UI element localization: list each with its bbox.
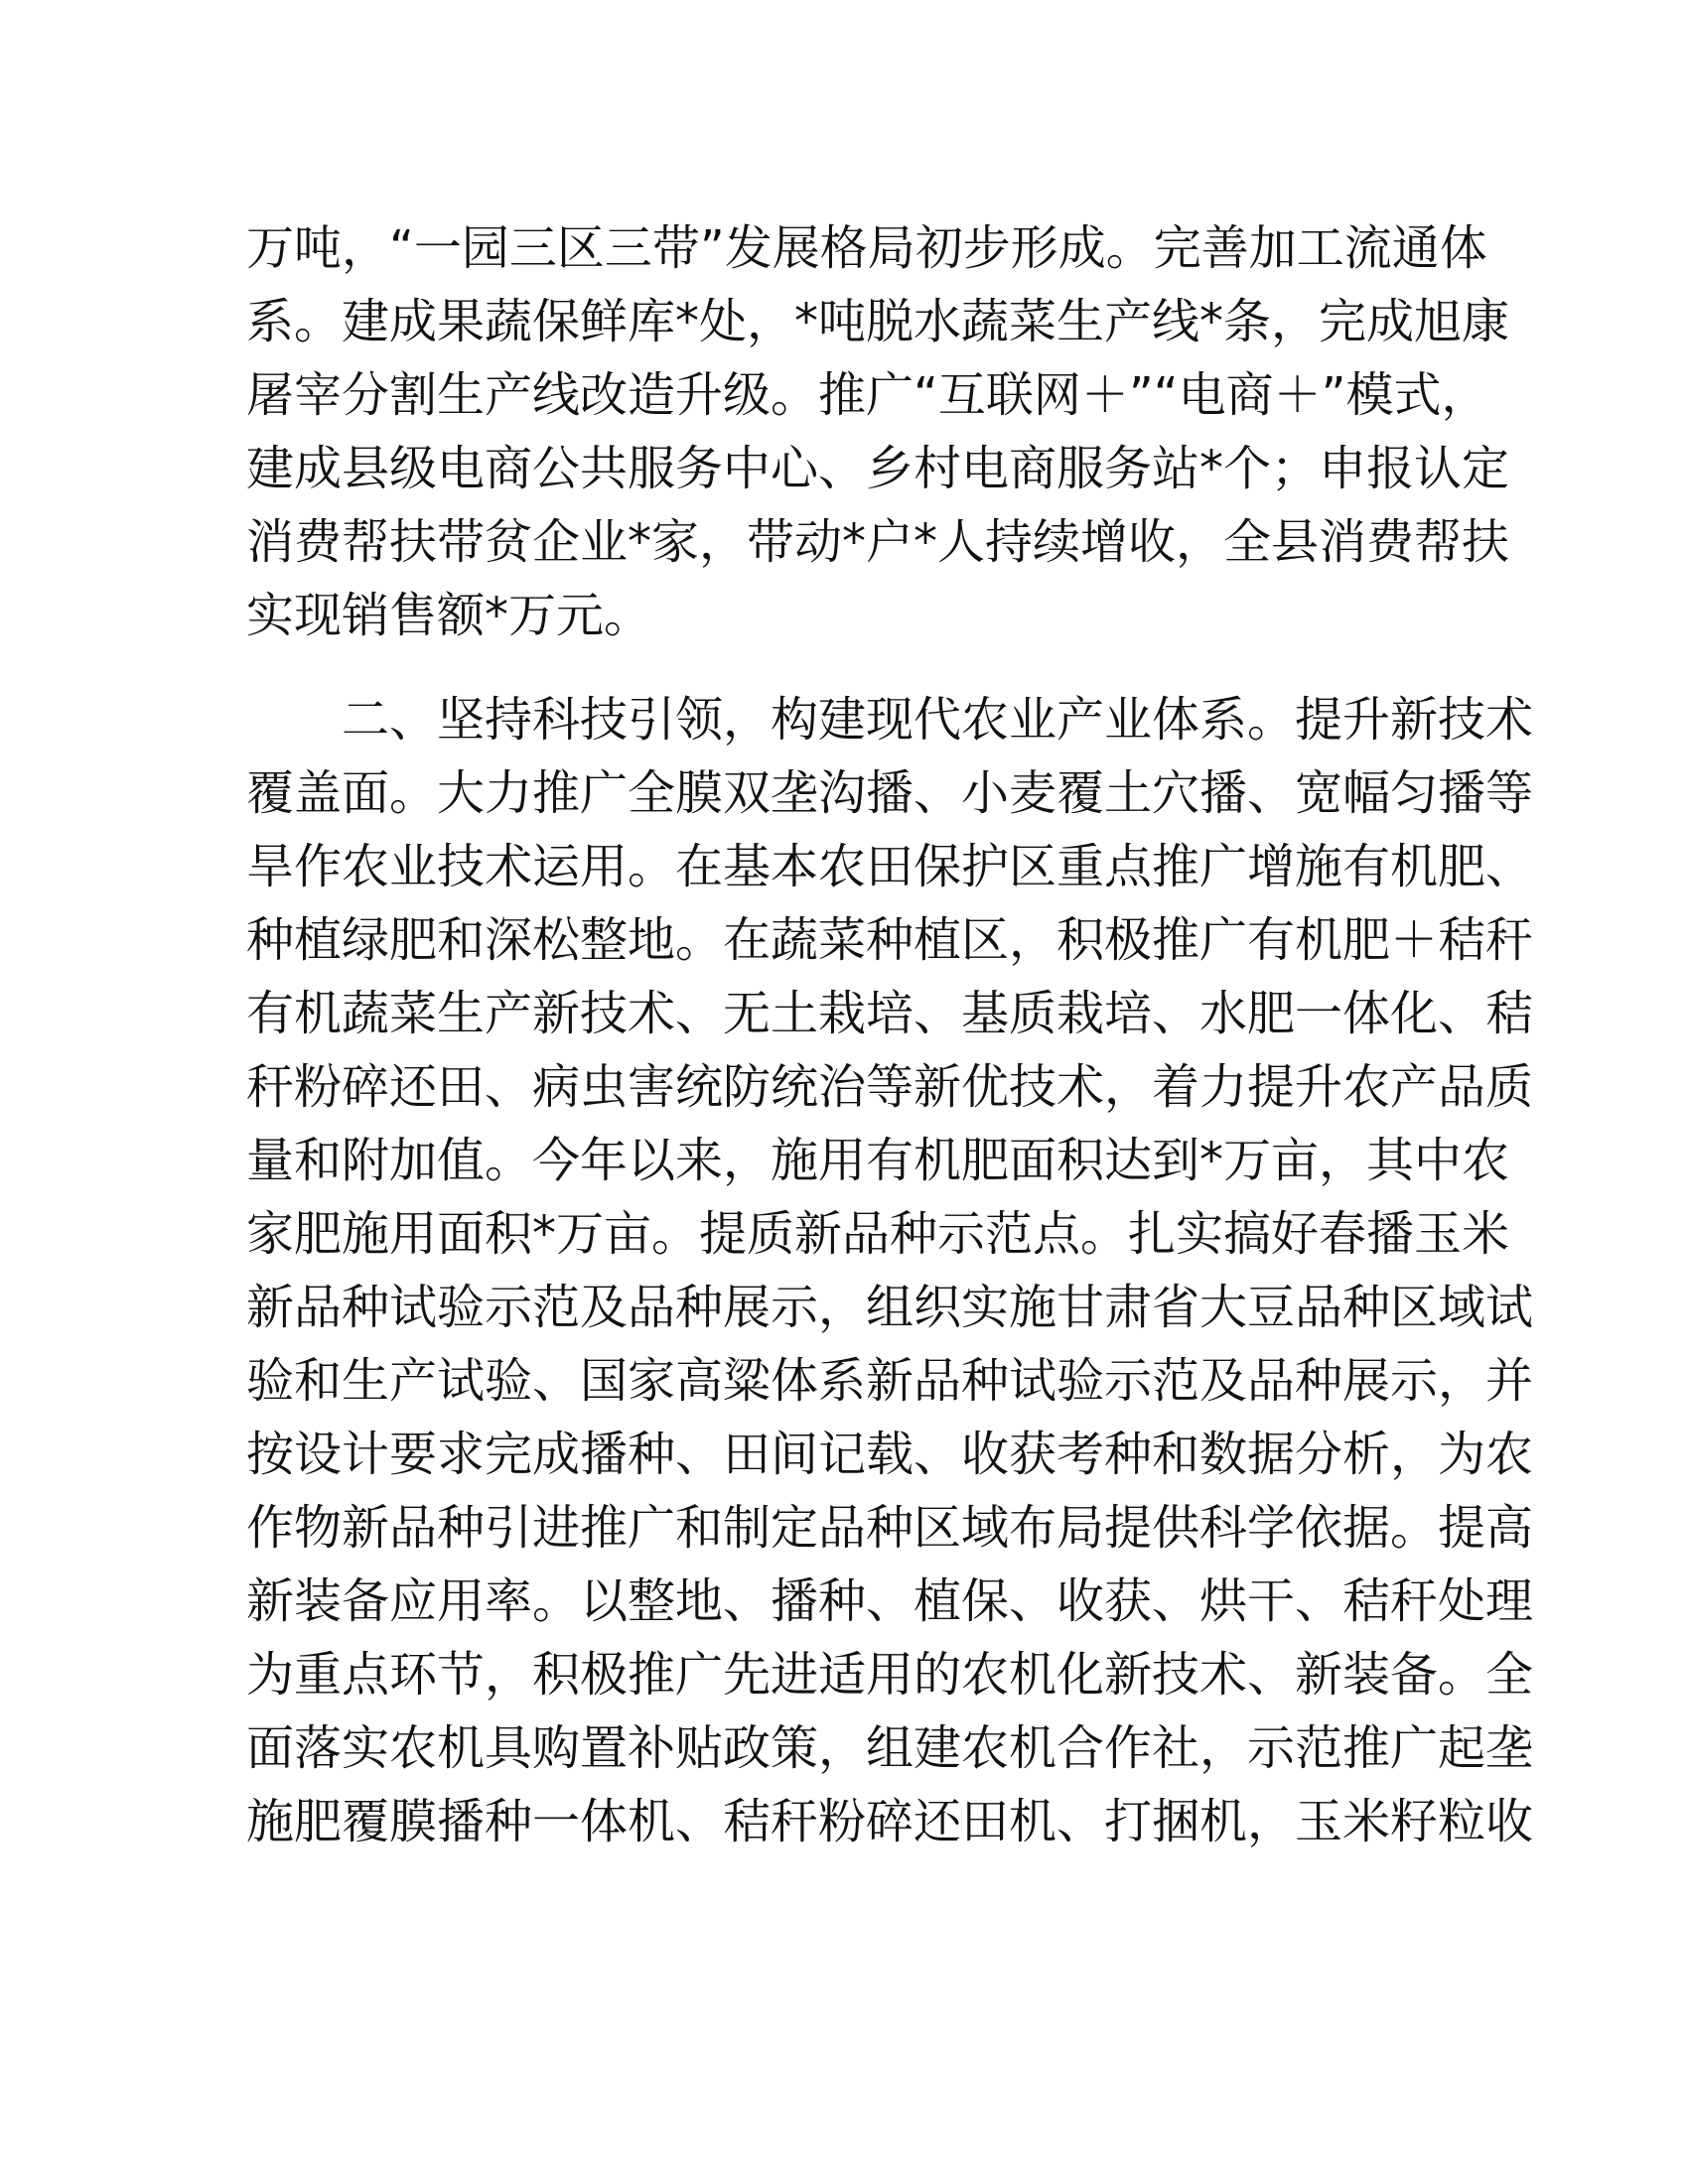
text-line: 家肥施用面积*万亩。提质新品种示范点。扎实搞好春播玉米	[246, 1206, 1510, 1262]
text-line: 新装备应用率。以整地、播种、植保、收获、烘干、秸秆处理	[246, 1573, 1534, 1629]
text-line: 万吨，“一园三区三带”发展格局初步形成。完善加工流通体	[246, 220, 1487, 276]
text-line: 覆盖面。大力推广全膜双垄沟播、小麦覆土穴播、宽幅匀播等	[246, 765, 1534, 821]
text-line: 二、坚持科技引领，构建现代农业产业体系。提升新技术	[342, 692, 1534, 748]
text-line: 有机蔬菜生产新技术、无土栽培、基质栽培、水肥一体化、秸	[246, 986, 1534, 1041]
text-line: 种植绿肥和深松整地。在蔬菜种植区，积极推广有机肥＋秸秆	[246, 912, 1534, 968]
text-line: 验和生产试验、国家高粱体系新品种试验示范及品种展示，并	[246, 1353, 1534, 1409]
text-line: 实现销售额*万元。	[246, 588, 652, 643]
text-line: 秆粉碎还田、病虫害统防统治等新优技术，着力提升农产品质	[246, 1059, 1534, 1115]
text-line: 消费帮扶带贫企业*家，带动*户*人持续增收，全县消费帮扶	[246, 514, 1510, 570]
text-line: 系。建成果蔬保鲜库*处，*吨脱水蔬菜生产线*条，完成旭康	[246, 294, 1510, 349]
text-line: 量和附加值。今年以来，施用有机肥面积达到*万亩，其中农	[246, 1133, 1510, 1188]
paragraph-2	[246, 683, 1534, 1858]
text-line: 旱作农业技术运用。在基本农田保护区重点推广增施有机肥、	[246, 839, 1534, 894]
text-line: 作物新品种引进推广和制定品种区域布局提供科学依据。提高	[246, 1500, 1534, 1556]
text-line: 为重点环节，积极推广先进适用的农机化新技术、新装备。全	[246, 1647, 1534, 1703]
text-line: 按设计要求完成播种、田间记载、收获考种和数据分析，为农	[246, 1427, 1534, 1482]
text-line: 新品种试验示范及品种展示，组织实施甘肃省大豆品种区域试	[246, 1280, 1534, 1335]
paragraph-1	[246, 211, 1510, 652]
text-line: 施肥覆膜播种一体机、秸秆粉碎还田机、打捆机，玉米籽粒收	[246, 1794, 1534, 1849]
text-line: 面落实农机具购置补贴政策，组建农机合作社，示范推广起垄	[246, 1720, 1534, 1776]
text-line: 建成县级电商公共服务中心、乡村电商服务站*个；申报认定	[246, 441, 1510, 496]
text-line: 屠宰分割生产线改造升级。推广“互联网＋”“电商＋”模式，	[246, 367, 1489, 423]
